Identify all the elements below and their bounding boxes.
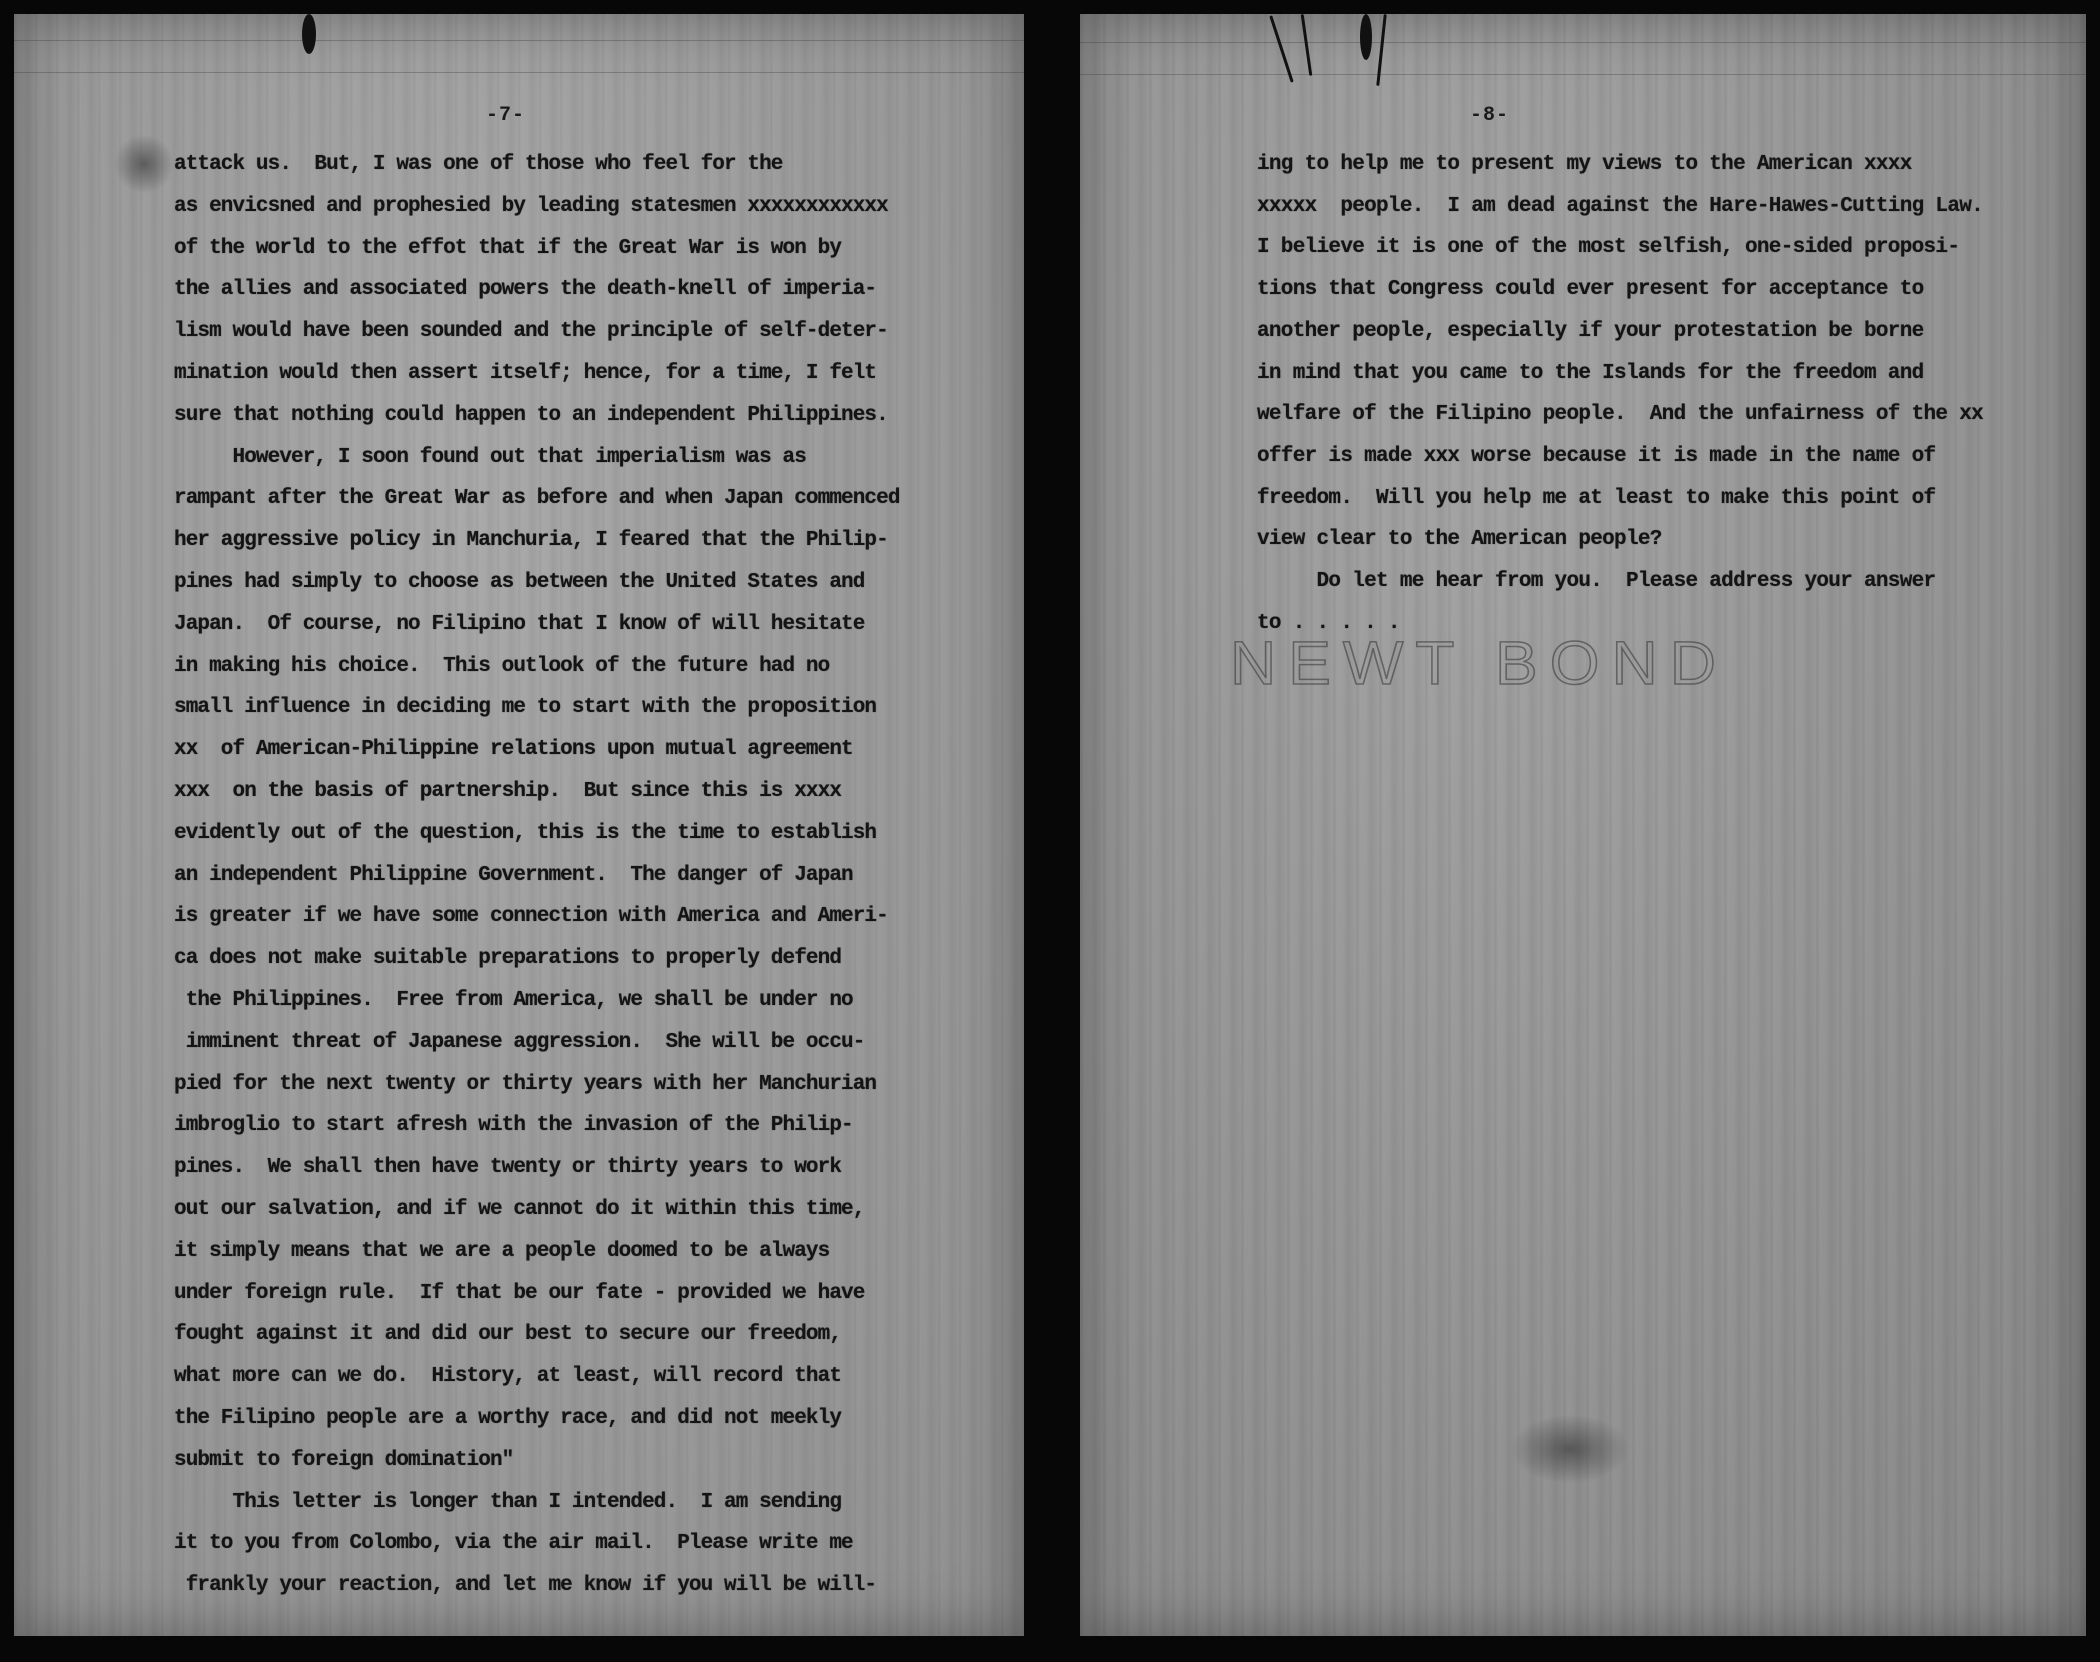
text-line: attack us. But, I was one of those who feel for the xyxy=(174,153,783,176)
text-line: pines. We shall then have twenty or thirty years to work xyxy=(174,1156,842,1180)
page-body-text xyxy=(174,144,900,1607)
text-line: an independent Philippine Government. The danger of Japan xyxy=(174,863,853,887)
paper-rule xyxy=(1080,42,2086,43)
text-line: This letter is longer than I intended. I am sending xyxy=(174,1490,842,1514)
text-line: xxxxx people. I am dead against the Hare-Hawes-Cutting Law. xyxy=(1257,194,1984,218)
text-line: evidently out of the question, this is the time to establish xyxy=(174,821,877,845)
punch-mark xyxy=(1360,14,1372,60)
text-line: fought against it and did our best to secure our freedom, xyxy=(174,1323,842,1347)
text-line: what more can we do. History, at least, will record that xyxy=(174,1365,842,1389)
text-line: in mind that you came to the Islands for the freedom and xyxy=(1257,361,1924,385)
text-line: submit to foreign domination" xyxy=(174,1448,514,1472)
text-line: her aggressive policy in Manchuria, I feared that the Philip- xyxy=(174,529,888,553)
text-line: ing to help me to present my views to the American xxxx xyxy=(1257,153,1912,176)
ink-stroke xyxy=(1376,14,1387,86)
page-7 xyxy=(14,14,1024,1636)
ink-stroke xyxy=(1301,14,1313,76)
text-line: out our salvation, and if we cannot do it within this time, xyxy=(174,1197,865,1221)
text-line: the allies and associated powers the death-knell of imperia- xyxy=(174,278,877,302)
text-line: I believe it is one of the most selfish, one-sided proposi- xyxy=(1257,236,1960,260)
paper-rule xyxy=(14,72,1024,73)
text-line: it simply means that we are a people doomed to be always xyxy=(174,1239,830,1263)
text-line: ca does not make suitable preparations to properly defend xyxy=(174,947,842,971)
text-line: it to you from Colombo, via the air mail. Please write me xyxy=(174,1532,853,1556)
text-line: pines had simply to choose as between the United States and xyxy=(174,570,865,594)
ink-stroke xyxy=(1269,15,1293,83)
text-line: xx of American-Philippine relations upon mutual agreement xyxy=(174,738,853,762)
page-body-text xyxy=(1257,144,1983,644)
watermark-stamp: NEWT BOND xyxy=(1230,628,1728,698)
text-line: is greater if we have some connection with America and Ameri- xyxy=(174,905,888,929)
text-line: xxx on the basis of partnership. But since this is xxxx xyxy=(174,779,842,803)
smudge xyxy=(114,134,174,194)
text-line: Do let me hear from you. Please address your answer xyxy=(1257,570,1936,594)
text-line: as envicsned and prophesied by leading statesmen xxxxxxxxxxxx xyxy=(174,194,888,218)
paper-rule xyxy=(14,40,1024,41)
page-number: -7- xyxy=(486,104,526,127)
smudge xyxy=(1510,1414,1630,1484)
paper-rule xyxy=(1080,74,2086,75)
text-line: rampant after the Great War as before and when Japan commenced xyxy=(174,487,900,511)
text-line: small influence in deciding me to start with the proposition xyxy=(174,696,877,720)
text-line: view clear to the American people? xyxy=(1257,528,1662,552)
text-line: the Philippines. Free from America, we shall be under no xyxy=(174,988,853,1012)
text-line: pied for the next twenty or thirty years with her Manchurian xyxy=(174,1072,877,1096)
text-line: However, I soon found out that imperialism was as xyxy=(174,445,806,469)
text-line: frankly your reaction, and let me know if you will be will- xyxy=(174,1574,877,1598)
text-line: freedom. Will you help me at least to make this point of xyxy=(1257,486,1936,510)
text-line: sure that nothing could happen to an independent Philippines. xyxy=(174,403,888,427)
text-line: welfare of the Filipino people. And the unfairness of the xx xyxy=(1257,403,1984,427)
text-line: of the world to the effot that if the Great War is won by xyxy=(174,236,842,260)
text-line: lism would have been sounded and the principle of self-deter- xyxy=(174,320,888,344)
text-line: to . . . . . xyxy=(1257,611,1400,635)
text-line: imminent threat of Japanese aggression. She will be occu- xyxy=(174,1030,865,1054)
text-line: under foreign rule. If that be our fate - provided we have xyxy=(174,1281,865,1305)
page-8 xyxy=(1080,14,2086,1636)
text-line: another people, especially if your protestation be borne xyxy=(1257,319,1924,343)
text-line: the Filipino people are a worthy race, and did not meekly xyxy=(174,1406,842,1430)
text-line: mination would then assert itself; hence, for a time, I felt xyxy=(174,361,877,385)
text-line: tions that Congress could ever present for acceptance to xyxy=(1257,278,1924,302)
text-line: imbroglio to start afresh with the invasion of the Philip- xyxy=(174,1114,853,1138)
text-line: offer is made xxx worse because it is made in the name of xyxy=(1257,444,1936,468)
text-line: in making his choice. This outlook of the future had no xyxy=(174,654,830,678)
page-number: -8- xyxy=(1470,104,1510,127)
punch-mark xyxy=(302,14,316,54)
text-line: Japan. Of course, no Filipino that I know of will hesitate xyxy=(174,612,865,636)
